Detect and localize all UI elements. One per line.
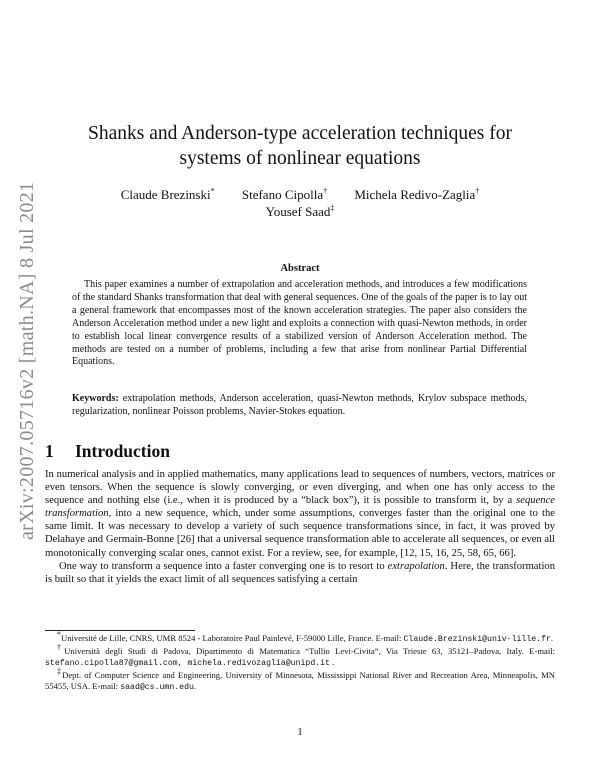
footnote-3 [45,667,555,693]
footnote-2-text: Università degli Studi di Padova, Dipartimento di Matematica “Tullio Levi-Civita”, Via Trieste 63, 35121–Padova, Italy. E-mail: [64,646,556,656]
author-3-name: Michela Redivo-Zaglia [354,187,476,202]
section-title: Introduction [75,441,170,461]
footnotes [45,630,556,694]
author-2-name: Stefano Cipolla [241,187,324,202]
footnote-1-text: Université de Lille, CNRS, UMR 8524 - Laboratoire Paul Painlevé, F-59000 Lille, France. E-mail: [61,633,404,643]
author-1 [121,187,215,202]
footnote-1-end: . [550,633,554,643]
footnote-3-mark: ‡ [57,667,63,677]
paragraph-2-part-b: . Here, the transformation is built so that it yields the exact limit of all sequences satisfying a certain [45,560,555,585]
author-2 [242,187,327,202]
section-heading [45,441,170,462]
footnote-2-email-link[interactable]: stefano.cipolla87@gmail.com, michela.redivozaglia@unipd.it [45,659,330,668]
title-line-1: Shanks and Anderson-type acceleration techniques for [88,123,512,144]
abstract-heading: Abstract [280,263,320,274]
author-1-mark: * [210,186,215,196]
footnote-3-email-link[interactable]: saad@cs.umn.edu [120,683,194,692]
keywords [72,393,527,419]
footnote-rule [45,630,195,631]
paragraph-1-emphasis: sequence transformation [45,495,555,520]
intro-body [45,468,555,586]
paragraph-1 [45,468,555,560]
abstract-text: This paper examines a number of extrapolation and acceleration methods, and introduces a few modifications of the standard Shanks transformation that deal with general sequences. One of the goals of the paper is to lay out a general framework that encompasses most of the known acceleration strategies. The paper also considers the Anderson Acceleration method under a new light and exploits a connection with quasi-Newton methods, in order to establish local linear convergence results of a stabilized version of Anderson Acceleration method. The methods are tested on a number of problems, including a few that arise from nonlinear Partial Differential Equations. [72,279,527,368]
paragraph-2-emphasis: extrapolation [387,560,445,572]
author-4 [60,203,540,220]
paragraph-1-part-a: In numerical analysis and in applied mathematics, many applications lead to sequences of numbers, vectors, matrices or even tensors. When the sequence is slowly converging, or even diverging, and when one has only access to the sequence and nothing else (i.e., when it is produced by a “black box”), it is possible to transform it, by a [45,469,555,507]
author-2-mark: † [323,186,328,196]
paragraph-1-part-b: , into a new sequence, which, under some assumptions, converges faster than the original one to the same limit. It was necessary to develop a variety of such sequence transformations since, in fact, it was proved by Delahaye and Germain-Bonne [26] that a universal sequence transformation able to accelerate all sequences, or even all monotonically converging scalar ones, cannot exist. For a review, see, for example, [12, 15, 16, 25, 58, 65, 66]. [45,508,555,559]
footnote-3-text: Dept. of Computer Science and Engineering, University of Minnesota, Mississippi National River and Recreation Area, Minneapolis, MN 55455, USA. E-mail: [45,670,555,691]
footnote-1 [45,630,555,645]
footnote-2 [45,643,556,669]
paragraph-2-part-a: One way to transform a sequence into a faster converging one is to resort to [59,560,388,572]
paragraph-2 [45,560,555,586]
keywords-text: extrapolation methods, Anderson acceleration, quasi-Newton methods, Krylov subspace methods, regularization, nonlinear Poisson problems, Navier-Stokes equation. [72,393,527,417]
author-4-name: Yousef Saad [265,204,331,219]
author-3 [354,187,479,202]
footnote-2-mark: † [57,643,65,653]
keywords-label: Keywords: [72,393,119,404]
page-number: 1 [297,727,303,738]
author-list [60,186,540,220]
author-1-name: Claude Brezinski [120,187,211,202]
author-4-mark: ‡ [330,203,335,213]
section-number: 1 [45,441,54,461]
paper-title [60,121,540,171]
footnote-3-end: . [193,681,197,691]
footnote-2-end: . [329,657,335,667]
title-line-2: systems of nonlinear equations [179,148,421,169]
footnote-1-mark: * [57,630,61,640]
author-3-mark: † [475,186,480,196]
arxiv-stamp: arXiv:2007.05716v2 [math.NA] 8 Jul 2021 [16,181,38,540]
footnote-1-email-link[interactable]: Claude.Brezinski@univ-lille.fr [403,635,551,644]
